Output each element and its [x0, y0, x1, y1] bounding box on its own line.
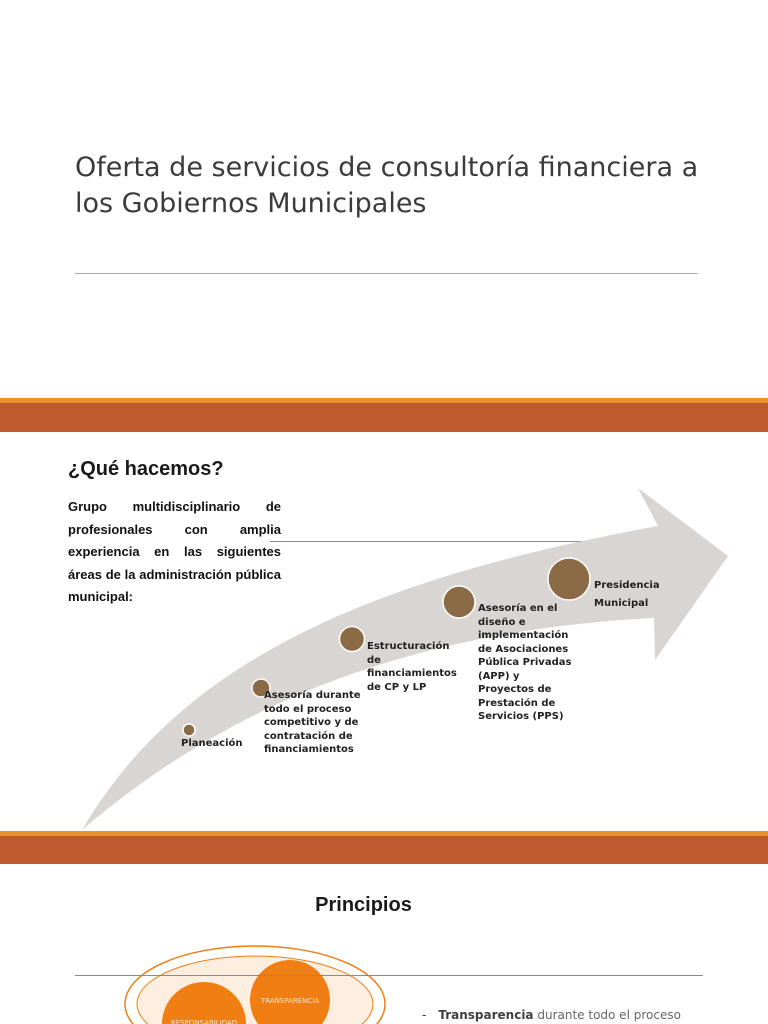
step-dot-planeacion — [183, 724, 195, 736]
title-slide — [0, 0, 768, 398]
step-dot-presidencia — [548, 558, 590, 600]
bottom-band-dark — [0, 836, 768, 864]
principle-term: Transparencia — [438, 1008, 534, 1022]
step-label-asesoria-app: Asesoría en el diseño e implementación de Asociaciones Pública Privadas (APP) y Proyectos de Prestación de Servicios (PPS) — [478, 603, 572, 722]
step-label-asesoria-proceso: Asesoría durante todo el proceso competitivo y de contratación de financiamientos — [264, 690, 361, 755]
step-dot-asesoria-app — [443, 586, 475, 618]
principle-description: durante todo el proceso — [533, 1008, 681, 1022]
principles-slide — [0, 864, 768, 1024]
principles-venn — [0, 864, 768, 1024]
responsabilidad-circle-label: RESPONSABILIDAD — [170, 1019, 238, 1024]
slide-title: Oferta de servicios de consultoría financiera a los Gobiernos Municipales — [75, 152, 699, 219]
principles-heading: Principios — [315, 894, 412, 916]
step-dot-estructuracion — [340, 627, 365, 652]
principle-bullet — [422, 1008, 752, 1022]
principles-divider — [75, 975, 703, 976]
what-we-do-slide — [0, 398, 768, 864]
section-body: Grupo multidisciplinario de profesionales con amplia experiencia en las siguientes áreas de la administración pública municipal: — [68, 499, 281, 604]
bullet-dash: - — [422, 1008, 427, 1022]
step-label-planeacion: Planeación — [181, 738, 243, 749]
growth-arrow — [0, 398, 768, 864]
section-heading: ¿Qué hacemos? — [68, 458, 224, 480]
title-divider — [75, 273, 698, 274]
step-label-estructuracion: Estructuración de financiamientos de CP y LP — [367, 641, 457, 693]
step-label-presidencia: Presidencia Municipal — [594, 580, 660, 609]
transparencia-circle-label: TRANSPARENCIA — [260, 997, 320, 1005]
